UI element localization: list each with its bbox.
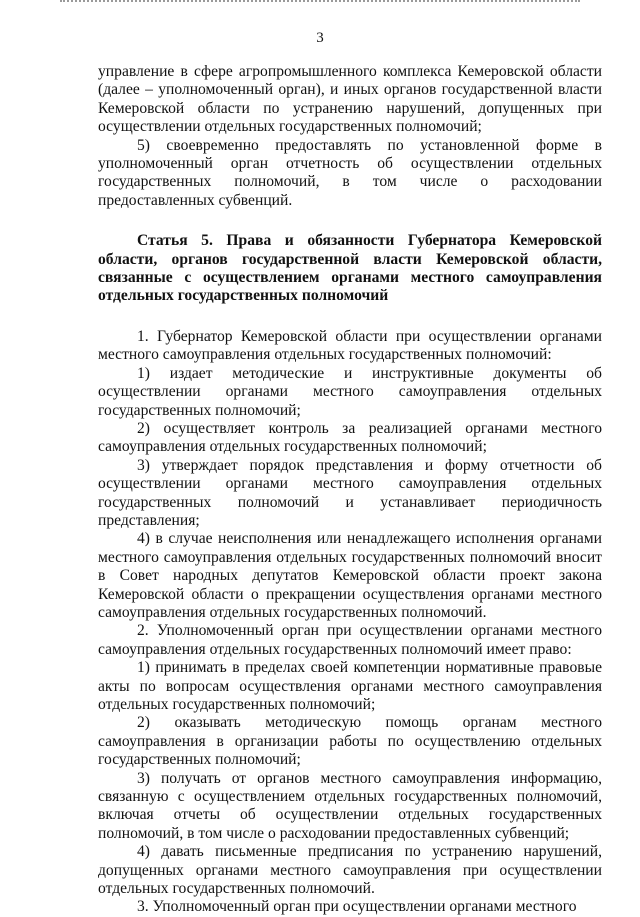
paragraph: 2) осуществляет контроль за реализацией органами местного самоуправления отдельных государственных полномочий; [98, 419, 602, 456]
paragraph: 1. Губернатор Кемеровской области при осуществлении органами местного самоуправления отдельных государственных полномочий: [98, 327, 602, 364]
paragraph: 4) давать письменные предписания по устранению нарушений, допущенных органами местного самоуправления при осуществлении отдельных государственных полномочий. [98, 843, 602, 898]
paragraph: 3) получать от органов местного самоуправления информацию, связанную с осуществлением отдельных государственных полномочий, включая отчеты об осуществлении отдельных государственных полномочий, в том числе о расходовании предоставленных субвенций; [98, 769, 602, 842]
paragraph: 4) в случае неисполнения или ненадлежащего исполнения органами местного самоуправления отдельных государственных полномочий вносит в Совет народных депутатов Кемеровской области проект закона Кемеровской области о прекращении осуществления органами местного самоуправления отдельных государственных полномочий. [98, 530, 602, 621]
paragraph: 3) утверждает порядок представления и форму отчетности об осуществлении органами местного самоуправления отдельных государственных полномочий и устанавливает периодичность представления; [98, 456, 602, 529]
paragraph: 1) принимать в пределах своей компетенции нормативные правовые акты по вопросам осуществления органами местного самоуправления отдельных государственных полномочий; [98, 659, 602, 713]
article-heading: Статья 5. Права и обязанности Губернатора Кемеровской области, органов государственной власти Кемеровской области, связанные с осуществлением органами местного самоуправления отдельных государственных полномочий [98, 232, 602, 305]
paragraph: 2) оказывать методическую помощь органам местного самоуправления в организации работы по осуществлению отдельных государственных полномочий; [98, 714, 602, 769]
paragraph: управление в сфере агропромышленного комплекса Кемеровской области (далее – уполномоченный орган), и иных органов государственной власти Кемеровской области по устранению нарушений, допущенных при осуществлении отдельных государственных полномочий; [98, 63, 602, 136]
page-number: 3 [316, 30, 324, 46]
paragraph: 5) своевременно предоставлять по установленной форме в уполномоченный орган отчетность об осуществлении отдельных государственных полномочий, в том числе о расходовании предоставленных субвенций. [98, 136, 602, 209]
paragraph: 2. Уполномоченный орган при осуществлении органами местного самоуправления отдельных государственных полномочий имеет право: [98, 622, 602, 658]
paragraph: 3. Уполномоченный орган при осуществлении органами местного [137, 898, 577, 916]
document-body [98, 63, 602, 917]
page-top-border [60, 0, 580, 5]
paragraph: 1) издает методические и инструктивные документы об осуществлении органами местного самоуправления отдельных государственных полномочий; [98, 364, 602, 419]
